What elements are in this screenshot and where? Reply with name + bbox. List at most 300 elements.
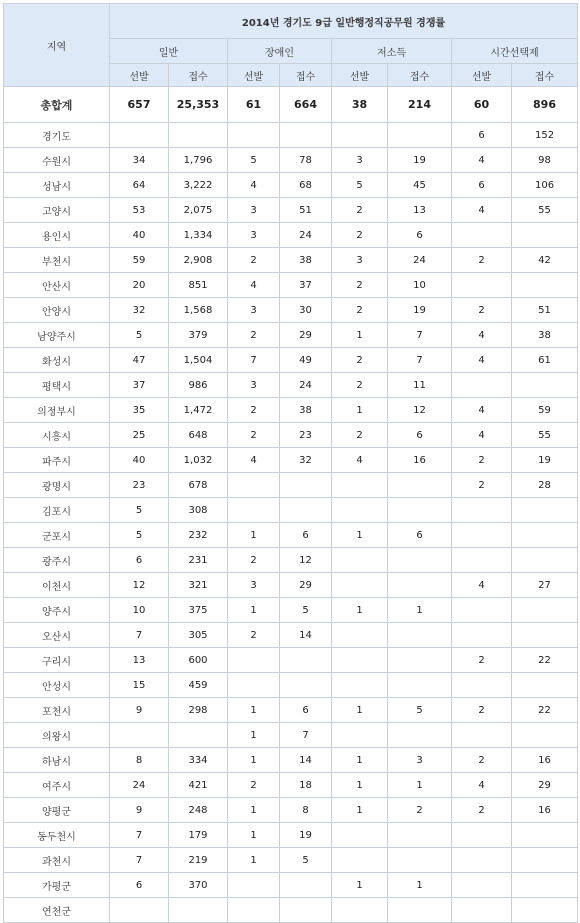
- table-cell: 16: [512, 748, 578, 773]
- table-cell: [169, 123, 228, 148]
- table-row: [4, 748, 578, 773]
- total-label: 총합계: [4, 87, 110, 123]
- table-cell: 23: [110, 473, 169, 498]
- table-cell: 45: [388, 173, 452, 198]
- table-cell: 11: [388, 373, 452, 398]
- table-row: [4, 348, 578, 373]
- table-cell: 25: [110, 423, 169, 448]
- table-cell: 22: [512, 698, 578, 723]
- table-cell: [388, 473, 452, 498]
- table-row: [4, 798, 578, 823]
- table-cell: 8: [110, 748, 169, 773]
- region-name: 동두천시: [4, 823, 110, 848]
- table-row: [4, 448, 578, 473]
- sub-header-applied: 접수: [169, 64, 228, 87]
- table-cell: 9: [110, 798, 169, 823]
- table-cell: 678: [169, 473, 228, 498]
- table-cell: 16: [512, 798, 578, 823]
- table-cell: [228, 873, 280, 898]
- region-name: 의정부시: [4, 398, 110, 423]
- region-name: 남양주시: [4, 323, 110, 348]
- table-cell: 459: [169, 673, 228, 698]
- table-cell: [280, 473, 332, 498]
- table-cell: [332, 498, 388, 523]
- region-name: 포천시: [4, 698, 110, 723]
- table-cell: [512, 273, 578, 298]
- table-cell: 2: [332, 273, 388, 298]
- table-cell: 51: [280, 198, 332, 223]
- table-cell: 7: [388, 348, 452, 373]
- table-cell: 4: [452, 198, 512, 223]
- table-cell: 2: [452, 648, 512, 673]
- table-cell: 19: [512, 448, 578, 473]
- table-row: [4, 823, 578, 848]
- total-cell: 664: [280, 87, 332, 123]
- table-cell: [512, 523, 578, 548]
- table-cell: 1: [332, 698, 388, 723]
- table-cell: 1: [228, 748, 280, 773]
- table-row: [4, 173, 578, 198]
- table-cell: 29: [280, 323, 332, 348]
- region-name: 양주시: [4, 598, 110, 623]
- table-cell: 1: [332, 523, 388, 548]
- table-cell: 179: [169, 823, 228, 848]
- table-cell: 4: [332, 448, 388, 473]
- table-cell: 1: [228, 598, 280, 623]
- region-name: 안성시: [4, 673, 110, 698]
- region-name: 하남시: [4, 748, 110, 773]
- total-cell: 60: [452, 87, 512, 123]
- table-cell: 35: [110, 398, 169, 423]
- table-cell: 24: [280, 373, 332, 398]
- table-cell: 15: [110, 673, 169, 698]
- table-cell: [332, 623, 388, 648]
- table-cell: [452, 848, 512, 873]
- table-cell: [388, 723, 452, 748]
- table-cell: 38: [512, 323, 578, 348]
- table-cell: 1,796: [169, 148, 228, 173]
- table-cell: 3: [228, 298, 280, 323]
- table-cell: 68: [280, 173, 332, 198]
- table-cell: 321: [169, 573, 228, 598]
- table-cell: 19: [388, 298, 452, 323]
- table-cell: 1,504: [169, 348, 228, 373]
- table-cell: [110, 123, 169, 148]
- table-cell: 22: [512, 648, 578, 673]
- table-row: [4, 123, 578, 148]
- group-header-disabled: 장애인: [228, 39, 332, 64]
- table-cell: 29: [512, 773, 578, 798]
- region-name: 고양시: [4, 198, 110, 223]
- group-header-low-income: 저소득: [332, 39, 452, 64]
- table-cell: 219: [169, 848, 228, 873]
- table-cell: 9: [110, 698, 169, 723]
- table-cell: [388, 498, 452, 523]
- table-cell: 5: [280, 598, 332, 623]
- table-cell: 2: [332, 348, 388, 373]
- table-row: [4, 648, 578, 673]
- table-cell: 1: [388, 873, 452, 898]
- table-cell: 3: [228, 198, 280, 223]
- table-cell: [228, 473, 280, 498]
- table-cell: [280, 898, 332, 923]
- table-cell: 7: [228, 348, 280, 373]
- table-cell: 3,222: [169, 173, 228, 198]
- table-cell: 6: [110, 548, 169, 573]
- table-cell: [110, 723, 169, 748]
- table-cell: 37: [110, 373, 169, 398]
- table-row: [4, 423, 578, 448]
- table-cell: 1,032: [169, 448, 228, 473]
- table-cell: [280, 123, 332, 148]
- table-cell: 1: [228, 523, 280, 548]
- table-row: [4, 848, 578, 873]
- table-cell: 1: [332, 398, 388, 423]
- table-cell: 1: [332, 873, 388, 898]
- table-cell: 1: [228, 698, 280, 723]
- region-header: 지역: [4, 4, 110, 87]
- table-title: 2014년 경기도 9급 일반행정직공무원 경쟁률: [110, 4, 578, 39]
- table-cell: 12: [110, 573, 169, 598]
- table-cell: 421: [169, 773, 228, 798]
- table-cell: 6: [388, 523, 452, 548]
- table-cell: 305: [169, 623, 228, 648]
- table-cell: 2: [452, 248, 512, 273]
- table-cell: 2: [452, 698, 512, 723]
- region-name: 용인시: [4, 223, 110, 248]
- table-cell: 2: [228, 423, 280, 448]
- table-cell: 10: [388, 273, 452, 298]
- sub-header-applied: 접수: [388, 64, 452, 87]
- region-name: 연천군: [4, 898, 110, 923]
- table-cell: [452, 823, 512, 848]
- table-cell: 3: [228, 573, 280, 598]
- region-name: 광명시: [4, 473, 110, 498]
- table-cell: 6: [452, 173, 512, 198]
- table-cell: 298: [169, 698, 228, 723]
- table-cell: 5: [110, 523, 169, 548]
- table-row: [4, 723, 578, 748]
- table-cell: [452, 623, 512, 648]
- region-name: 여주시: [4, 773, 110, 798]
- table-cell: [452, 223, 512, 248]
- table-cell: [280, 498, 332, 523]
- table-cell: 23: [280, 423, 332, 448]
- table-cell: 375: [169, 598, 228, 623]
- total-cell: 896: [512, 87, 578, 123]
- table-cell: 2: [332, 298, 388, 323]
- table-cell: 59: [512, 398, 578, 423]
- table-cell: 7: [110, 823, 169, 848]
- table-cell: 12: [280, 548, 332, 573]
- region-name: 이천시: [4, 573, 110, 598]
- table-header: [4, 4, 578, 87]
- table-cell: [332, 648, 388, 673]
- table-cell: [280, 873, 332, 898]
- table-cell: [110, 898, 169, 923]
- table-cell: [388, 648, 452, 673]
- table-cell: 7: [280, 723, 332, 748]
- table-cell: [228, 648, 280, 673]
- total-cell: 214: [388, 87, 452, 123]
- table-cell: 3: [332, 248, 388, 273]
- table-row: [4, 148, 578, 173]
- table-cell: 6: [110, 873, 169, 898]
- table-cell: [512, 723, 578, 748]
- region-name: 과천시: [4, 848, 110, 873]
- region-name: 평택시: [4, 373, 110, 398]
- table-cell: [280, 648, 332, 673]
- region-name: 수원시: [4, 148, 110, 173]
- table-cell: 5: [388, 698, 452, 723]
- table-cell: 648: [169, 423, 228, 448]
- table-row: [4, 773, 578, 798]
- table-cell: [332, 473, 388, 498]
- table-cell: 6: [388, 223, 452, 248]
- region-name: 안양시: [4, 298, 110, 323]
- total-row: [4, 87, 578, 123]
- table-cell: [388, 823, 452, 848]
- table-cell: 1: [332, 323, 388, 348]
- table-cell: 13: [388, 198, 452, 223]
- table-cell: 16: [388, 448, 452, 473]
- table-row: [4, 273, 578, 298]
- table-cell: 49: [280, 348, 332, 373]
- table-cell: 12: [388, 398, 452, 423]
- table-cell: [512, 223, 578, 248]
- table-cell: [332, 573, 388, 598]
- table-cell: 4: [452, 323, 512, 348]
- table-row: [4, 573, 578, 598]
- total-cell: 657: [110, 87, 169, 123]
- table-cell: 3: [228, 223, 280, 248]
- table-row: [4, 473, 578, 498]
- table-cell: 7: [110, 623, 169, 648]
- table-cell: 1: [332, 598, 388, 623]
- table-cell: 38: [280, 248, 332, 273]
- table-cell: 4: [452, 423, 512, 448]
- table-cell: 4: [452, 398, 512, 423]
- table-cell: [512, 548, 578, 573]
- table-cell: 851: [169, 273, 228, 298]
- region-name: 의왕시: [4, 723, 110, 748]
- table-cell: [228, 673, 280, 698]
- region-name: 경기도: [4, 123, 110, 148]
- table-cell: 14: [280, 748, 332, 773]
- region-name: 부천시: [4, 248, 110, 273]
- table-cell: [280, 673, 332, 698]
- region-name: 오산시: [4, 623, 110, 648]
- table-cell: [452, 673, 512, 698]
- region-name: 시흥시: [4, 423, 110, 448]
- table-cell: 61: [512, 348, 578, 373]
- region-name: 가평군: [4, 873, 110, 898]
- table-cell: 32: [110, 298, 169, 323]
- table-cell: 2: [452, 798, 512, 823]
- table-cell: 379: [169, 323, 228, 348]
- table-cell: 53: [110, 198, 169, 223]
- table-cell: [452, 498, 512, 523]
- table-cell: 6: [388, 423, 452, 448]
- table-cell: 6: [280, 523, 332, 548]
- region-name: 구리시: [4, 648, 110, 673]
- table-cell: 2: [228, 398, 280, 423]
- group-header-general: 일반: [110, 39, 228, 64]
- table-cell: 334: [169, 748, 228, 773]
- table-cell: [452, 723, 512, 748]
- region-name: 안산시: [4, 273, 110, 298]
- table-cell: [332, 898, 388, 923]
- table-row: [4, 223, 578, 248]
- table-cell: 600: [169, 648, 228, 673]
- table-cell: 1: [228, 823, 280, 848]
- table-cell: 30: [280, 298, 332, 323]
- table-cell: 4: [452, 148, 512, 173]
- table-row: [4, 698, 578, 723]
- table-cell: [452, 548, 512, 573]
- table-row: [4, 873, 578, 898]
- table-cell: 2: [332, 423, 388, 448]
- table-cell: 4: [452, 773, 512, 798]
- table-cell: 2,908: [169, 248, 228, 273]
- table-row: [4, 523, 578, 548]
- region-name: 성남시: [4, 173, 110, 198]
- table-cell: 2: [228, 323, 280, 348]
- table-cell: 4: [228, 273, 280, 298]
- total-cell: 61: [228, 87, 280, 123]
- region-name: 광주시: [4, 548, 110, 573]
- table-row: [4, 673, 578, 698]
- table-cell: [388, 548, 452, 573]
- table-cell: 6: [452, 123, 512, 148]
- sub-header-applied: 접수: [280, 64, 332, 87]
- table-cell: 986: [169, 373, 228, 398]
- table-cell: 1: [228, 848, 280, 873]
- table-cell: 106: [512, 173, 578, 198]
- table-cell: 20: [110, 273, 169, 298]
- table-cell: 1,472: [169, 398, 228, 423]
- table-cell: 2: [332, 198, 388, 223]
- table-cell: 7: [110, 848, 169, 873]
- table-cell: 4: [452, 573, 512, 598]
- table-cell: 2: [228, 773, 280, 798]
- table-cell: [332, 673, 388, 698]
- table-cell: 40: [110, 448, 169, 473]
- table-cell: 4: [228, 173, 280, 198]
- table-cell: 37: [280, 273, 332, 298]
- table-cell: 2: [452, 473, 512, 498]
- table-cell: 1: [388, 598, 452, 623]
- table-cell: [332, 123, 388, 148]
- table-cell: 2: [228, 548, 280, 573]
- table-row: [4, 398, 578, 423]
- table-cell: 1: [388, 773, 452, 798]
- table-cell: 28: [512, 473, 578, 498]
- table-cell: [388, 573, 452, 598]
- region-name: 군포시: [4, 523, 110, 548]
- table-cell: 1: [332, 748, 388, 773]
- table-cell: 2: [452, 748, 512, 773]
- table-cell: 4: [452, 348, 512, 373]
- table-cell: 4: [228, 448, 280, 473]
- table-cell: [452, 898, 512, 923]
- table-cell: 2: [332, 223, 388, 248]
- table-row: [4, 248, 578, 273]
- region-name: 파주시: [4, 448, 110, 473]
- table-cell: 2: [228, 248, 280, 273]
- region-name: 양평군: [4, 798, 110, 823]
- table-row: [4, 898, 578, 923]
- table-cell: 248: [169, 798, 228, 823]
- table-cell: 231: [169, 548, 228, 573]
- table-cell: 98: [512, 148, 578, 173]
- table-cell: 19: [280, 823, 332, 848]
- table-cell: 5: [110, 498, 169, 523]
- table-cell: 152: [512, 123, 578, 148]
- table-cell: 24: [280, 223, 332, 248]
- table-row: [4, 298, 578, 323]
- table-cell: 64: [110, 173, 169, 198]
- table-cell: 232: [169, 523, 228, 548]
- table-cell: 32: [280, 448, 332, 473]
- total-cell: 38: [332, 87, 388, 123]
- table-cell: [228, 498, 280, 523]
- table-cell: [452, 373, 512, 398]
- table-row: [4, 623, 578, 648]
- table-cell: 370: [169, 873, 228, 898]
- table-cell: [512, 498, 578, 523]
- table-cell: [452, 873, 512, 898]
- table-cell: 14: [280, 623, 332, 648]
- table-cell: 38: [280, 398, 332, 423]
- table-body: [4, 87, 578, 923]
- table-cell: 1: [228, 723, 280, 748]
- table-row: [4, 598, 578, 623]
- table-cell: 5: [110, 323, 169, 348]
- region-name: 김포시: [4, 498, 110, 523]
- group-header-part-time: 시간선택제: [452, 39, 578, 64]
- table-cell: [169, 723, 228, 748]
- table-cell: 3: [332, 148, 388, 173]
- sub-header-selected: 선발: [110, 64, 169, 87]
- table-cell: 308: [169, 498, 228, 523]
- table-row: [4, 548, 578, 573]
- table-row: [4, 198, 578, 223]
- table-cell: 2: [452, 298, 512, 323]
- table-cell: [388, 123, 452, 148]
- table-cell: 47: [110, 348, 169, 373]
- region-name: 화성시: [4, 348, 110, 373]
- table-cell: 55: [512, 198, 578, 223]
- table-cell: 2,075: [169, 198, 228, 223]
- table-cell: 24: [110, 773, 169, 798]
- table-cell: [512, 873, 578, 898]
- table-cell: 51: [512, 298, 578, 323]
- table-cell: 19: [388, 148, 452, 173]
- table-cell: 2: [228, 623, 280, 648]
- table-cell: [512, 623, 578, 648]
- table-cell: 2: [452, 448, 512, 473]
- table-cell: 42: [512, 248, 578, 273]
- table-cell: 24: [388, 248, 452, 273]
- table-cell: 1,334: [169, 223, 228, 248]
- sub-header-selected: 선발: [228, 64, 280, 87]
- table-cell: 8: [280, 798, 332, 823]
- table-cell: [332, 848, 388, 873]
- table-cell: 59: [110, 248, 169, 273]
- table-cell: [388, 848, 452, 873]
- table-cell: 5: [228, 148, 280, 173]
